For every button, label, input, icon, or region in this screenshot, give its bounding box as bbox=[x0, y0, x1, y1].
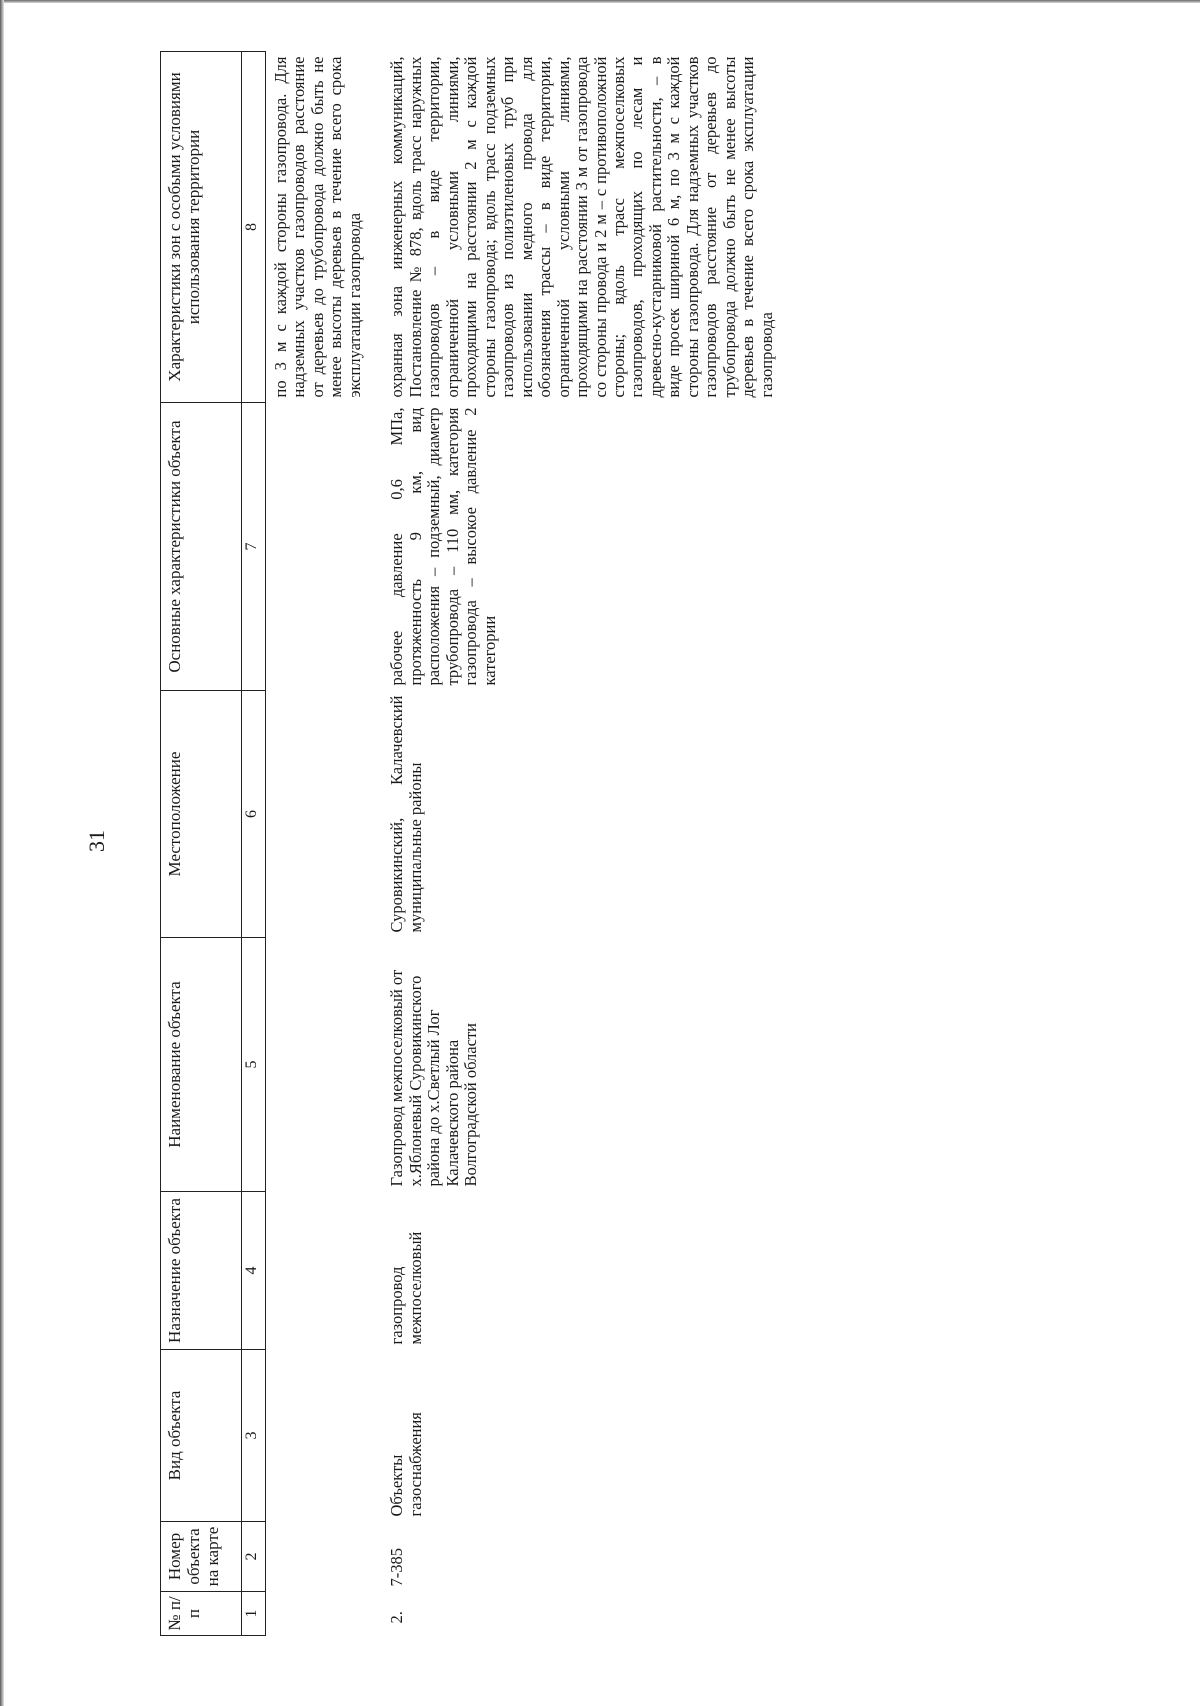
header-num: № п/п bbox=[161, 1592, 242, 1636]
rotated-table-sheet bbox=[160, 52, 1000, 1636]
header-characteristics: Основные характеристики объекта bbox=[161, 403, 242, 691]
row-zones: охранная зона инженерных коммуникаций, Постановление № 878, вдоль трасс наружных газопроводов – в виде территории, ограниченной условными линиями, проходящими на расстоянии 2 м с каждой стороны газопровода; вдоль трасс подземных газопроводов из полиэтиленовых труб при использовании медного провода для обозначения трассы – в виде территории, ограниченной условными линиями, проходящими на расстоянии 3 м от газопровода со стороны провода и 2 м – с противоположной стороны; вдоль трасс межпоселковых газопроводов, проходящих по лесам и древесно-кустарниковой растительности, – в виде просек шириной 6 м, по 3 м с каждой стороны газопровода. Для надземных участков газопроводов расстояние от деревьев до трубопровода должно быть не менее высоты деревьев в течение всего срока эксплуатации газопровода bbox=[387, 56, 776, 398]
column-number-row bbox=[242, 52, 266, 1636]
header-purpose: Назначение объекта bbox=[161, 1192, 242, 1350]
objects-table bbox=[160, 51, 778, 1636]
row-num: 2. bbox=[387, 1611, 407, 1624]
row-location: Суровикинский, Калачевский муниципальные районы bbox=[387, 695, 425, 933]
row-type: Объекты газоснабжения bbox=[387, 1412, 425, 1517]
table-header-row bbox=[161, 52, 242, 1636]
row-purpose: газопровод межпоселковый bbox=[387, 1231, 425, 1345]
header-type: Вид объекта bbox=[161, 1350, 242, 1522]
column-number: 7 bbox=[242, 403, 266, 691]
continuation-text: по 3 м с каждой стороны газопровода. Для надземных участков газопроводов расстояние от деревьев до трубопровода должно быть не менее высоты деревьев в течение всего срока эксплуатации газопровода bbox=[271, 56, 364, 398]
column-number: 8 bbox=[242, 52, 266, 403]
column-number: 5 bbox=[242, 938, 266, 1192]
continuation-row bbox=[266, 52, 367, 1636]
header-zones: Характеристики зон с особыми условиями использования территории bbox=[161, 52, 242, 403]
scan-edge-top bbox=[0, 0, 1200, 3]
header-location: Местоположение bbox=[161, 691, 242, 938]
column-number: 4 bbox=[242, 1192, 266, 1350]
row-name: Газопровод межпоселковый от х.Яблоневый Суровикинского района до х.Светлый Лог Калачевского района Волгоградской области bbox=[387, 969, 481, 1187]
column-number: 2 bbox=[242, 1522, 266, 1592]
column-number: 1 bbox=[242, 1592, 266, 1636]
table-row bbox=[366, 52, 778, 1636]
column-number: 6 bbox=[242, 691, 266, 938]
row-map-number: 7-385 bbox=[387, 1548, 407, 1587]
row-characteristics: рабочее давление 0,6 МПа, протяженность 9 км, вид расположения – подземный, диаметр трубопровода – 110 мм, категория газопровода – высокое давление 2 категории bbox=[387, 407, 499, 686]
header-name: Наименование объекта bbox=[161, 938, 242, 1192]
column-number: 3 bbox=[242, 1350, 266, 1522]
header-map-number: Номер объекта на карте bbox=[161, 1522, 242, 1592]
scan-edge-left bbox=[0, 0, 4, 1706]
page-number: 31 bbox=[84, 830, 109, 852]
